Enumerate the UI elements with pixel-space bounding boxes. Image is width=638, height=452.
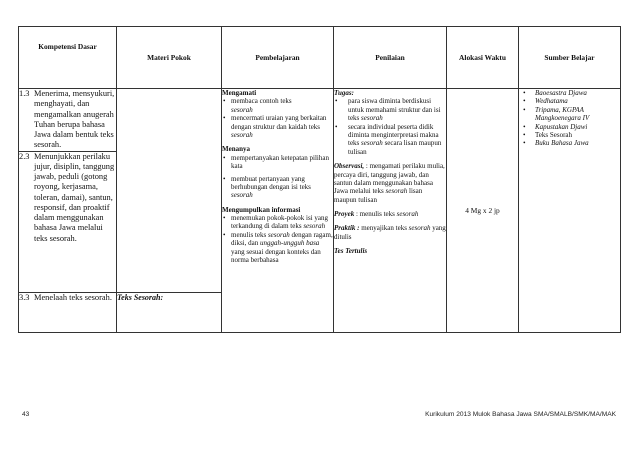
row-kd-1-3 — [19, 89, 621, 152]
cell-kd-1-3 — [19, 89, 117, 152]
cell-penilaian — [334, 89, 447, 333]
header-penilaian: Penilaian — [334, 27, 447, 89]
header-pembelajaran: Pembelajaran — [222, 27, 334, 89]
proyek-text: Proyek : menulis teks sesorah — [334, 210, 419, 219]
page-number: 43 — [22, 411, 30, 418]
header-sumber-belajar: Sumber Belajar — [519, 27, 621, 89]
cell-materi-pokok: Teks Sesorah: — [117, 292, 222, 332]
list-item: • Buku Bahasa Jawa — [519, 139, 620, 147]
cell-sumber-belajar — [519, 89, 621, 333]
cell-kd-3-3 — [19, 292, 117, 332]
list-item: • Baoesastra Djawa — [519, 89, 620, 97]
praktik-text: Praktik : menyajikan teks sesorah yang ditulis — [334, 224, 446, 241]
list-item: • menulis teks sesorah dengan ragam, diksi, dan unggah-ungguh basa yang sesuai dengan konteks dan norma berbahasa — [222, 231, 333, 265]
list-item: • membaca contoh teks sesorah — [222, 97, 333, 114]
kd-text: Menelaah teks sesorah. — [34, 292, 112, 302]
cell-pembelajaran — [222, 89, 334, 333]
kd-number: 1.3 — [19, 89, 30, 98]
observasi-text: Observasi, : mengamati perilaku mulia, percaya diri, tanggung jawab, dan santun dalam menggunakan bahasa Jawa melalui teks sesorah lisan maupun tulisan — [334, 162, 445, 204]
list-item: • mempertanyakan ketepatan pilihan kata — [222, 154, 333, 171]
list-item: • para siswa diminta berdiskusi untuk memahami struktur dan isi teks sesorah — [334, 97, 446, 122]
list-item: • menemukan pokok-pokok isi yang terkandung di dalam teks sesorah — [222, 214, 333, 231]
tes-tertulis: Tes Tertulis — [334, 247, 368, 256]
cell-materi-empty — [117, 89, 222, 293]
mengamati-title: Mengamati — [222, 89, 257, 97]
list-item: • Wedhatama — [519, 97, 620, 105]
header-materi-pokok: Materi Pokok — [117, 27, 222, 89]
mengumpulkan-informasi-title: Mengumpulkan informasi — [222, 205, 301, 214]
kd-number: 3.3 — [19, 292, 30, 302]
list-item: • mencermati uraian yang berkaitan dengan struktur dan kaidah teks sesorah — [222, 114, 333, 139]
header-kompetensi-dasar: Kompetensi Dasar — [19, 27, 117, 89]
header-row — [19, 27, 621, 89]
list-item: • Kapustakan Djawi — [519, 123, 620, 131]
list-item: • membuat pertanyaan yang berhubungan dengan isi teks sesorah — [222, 175, 333, 200]
menanya-title: Menanya — [222, 145, 250, 154]
cell-alokasi-waktu: 4 Mg x 2 jp — [447, 89, 519, 333]
list-item: • Teks Sesorah — [519, 131, 620, 139]
cell-kd-2-3 — [19, 151, 117, 292]
syllabus-table — [18, 26, 621, 333]
tugas-title: Tugas: — [334, 89, 354, 97]
footer-text: Kurikulum 2013 Mulok Bahasa Jawa SMA/SMALB/SMK/MA/MAK — [425, 411, 616, 418]
kd-text: Menunjukkan perilaku jujur, disiplin, tanggung jawab, peduli (gotong royong, kerjasama, toleran, damai), santun, responsif, dan proaktif dalam menggunakan bahasa Jawa melalui teks sesorah. — [34, 151, 115, 243]
header-alokasi-waktu: Alokasi Waktu — [447, 27, 519, 89]
kd-number: 2.3 — [19, 151, 30, 161]
list-item: • secara individual peserta didik diminta menginterpretasi makna teks sesorah secara lisan maupun tulisan — [334, 123, 446, 157]
kd-text: Menerima, mensyukuri, menghayati, dan mengamalkan anugerah Tuhan berupa bahasa Jawa dalam bentuk teks sesorah. — [34, 89, 115, 150]
list-item: • Tripama, KGPAA Mangkoenegara IV — [519, 106, 620, 123]
